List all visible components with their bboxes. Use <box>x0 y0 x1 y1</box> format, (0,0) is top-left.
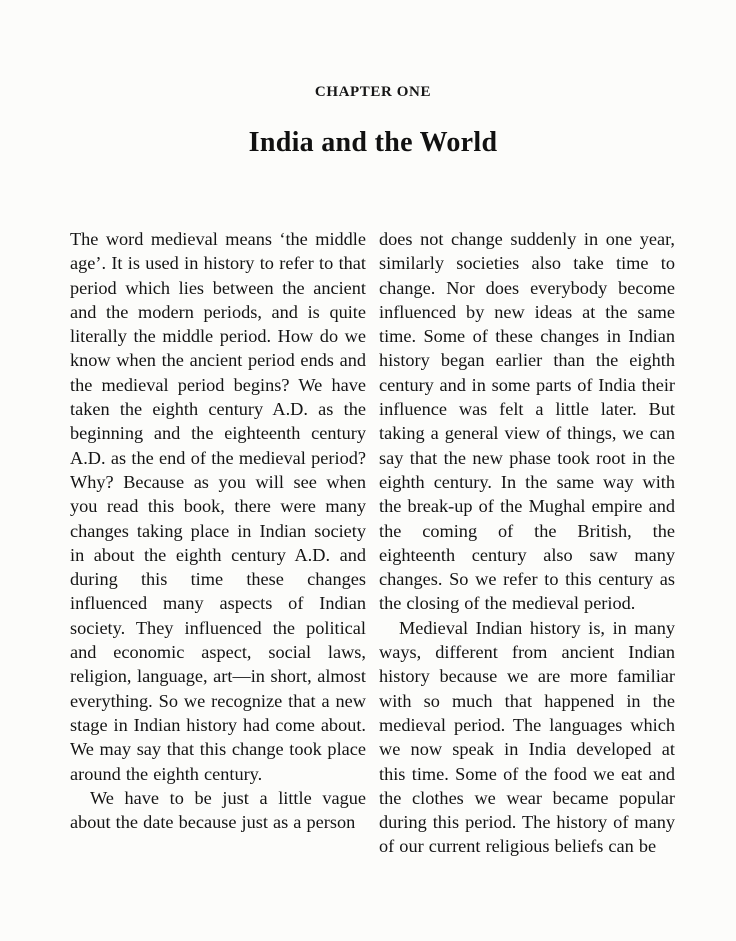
right-column-paragraph-2: Medieval Indian history is, in many ways, different from ancient Indian history because we are more familiar with so much that happened in the medieval period. The languages which we now speak in India developed at this time. Some of the food we eat and the clothes we wear became popular during this period. The history of many of our current religious beliefs can be <box>379 617 675 857</box>
right-column-paragraph-1: does not change suddenly in one year, similarly societies also take time to change. Nor does everybody become influenced by new ideas at the same time. Some of these changes in Indian history began earlier than the eighth century and in some parts of India their influence was felt a little later. But taking a general view of things, we can say that the new phase took root in the eighth century. In the same way with the break-up of the Mughal empire and the coming of the British, the eighteenth century also saw many changes. So we refer to this century as the closing of the medieval period. <box>379 229 675 614</box>
left-column-paragraph-1: The word medieval means ‘the middle age’. It is used in history to refer to that period which lies between the ancient and the modern periods, and is quite literally the middle period. How do we know when the ancient period ends and the medieval period begins? We have taken the eighth century A.D. as the beginning and the eighteenth century A.D. as the end of the medieval period? Why? Because as you will see when you read this book, there were many changes taking place in Indian society in about the eighth century A.D. and during this time these changes influenced many aspects of Indian society. They influenced the political and economic aspect, social laws, religion, language, art—in short, almost everything. So we recognize that a new stage in Indian history had come about. We may say that this change took place around the eighth century. <box>70 229 366 784</box>
left-column-paragraph-2: We have to be just a little vague about the date because just as a person <box>70 787 366 833</box>
text-columns <box>70 227 676 859</box>
chapter-label: CHAPTER ONE <box>314 84 432 100</box>
left-column <box>70 227 366 859</box>
right-column <box>379 227 675 859</box>
page-title: India and the World <box>248 127 498 158</box>
